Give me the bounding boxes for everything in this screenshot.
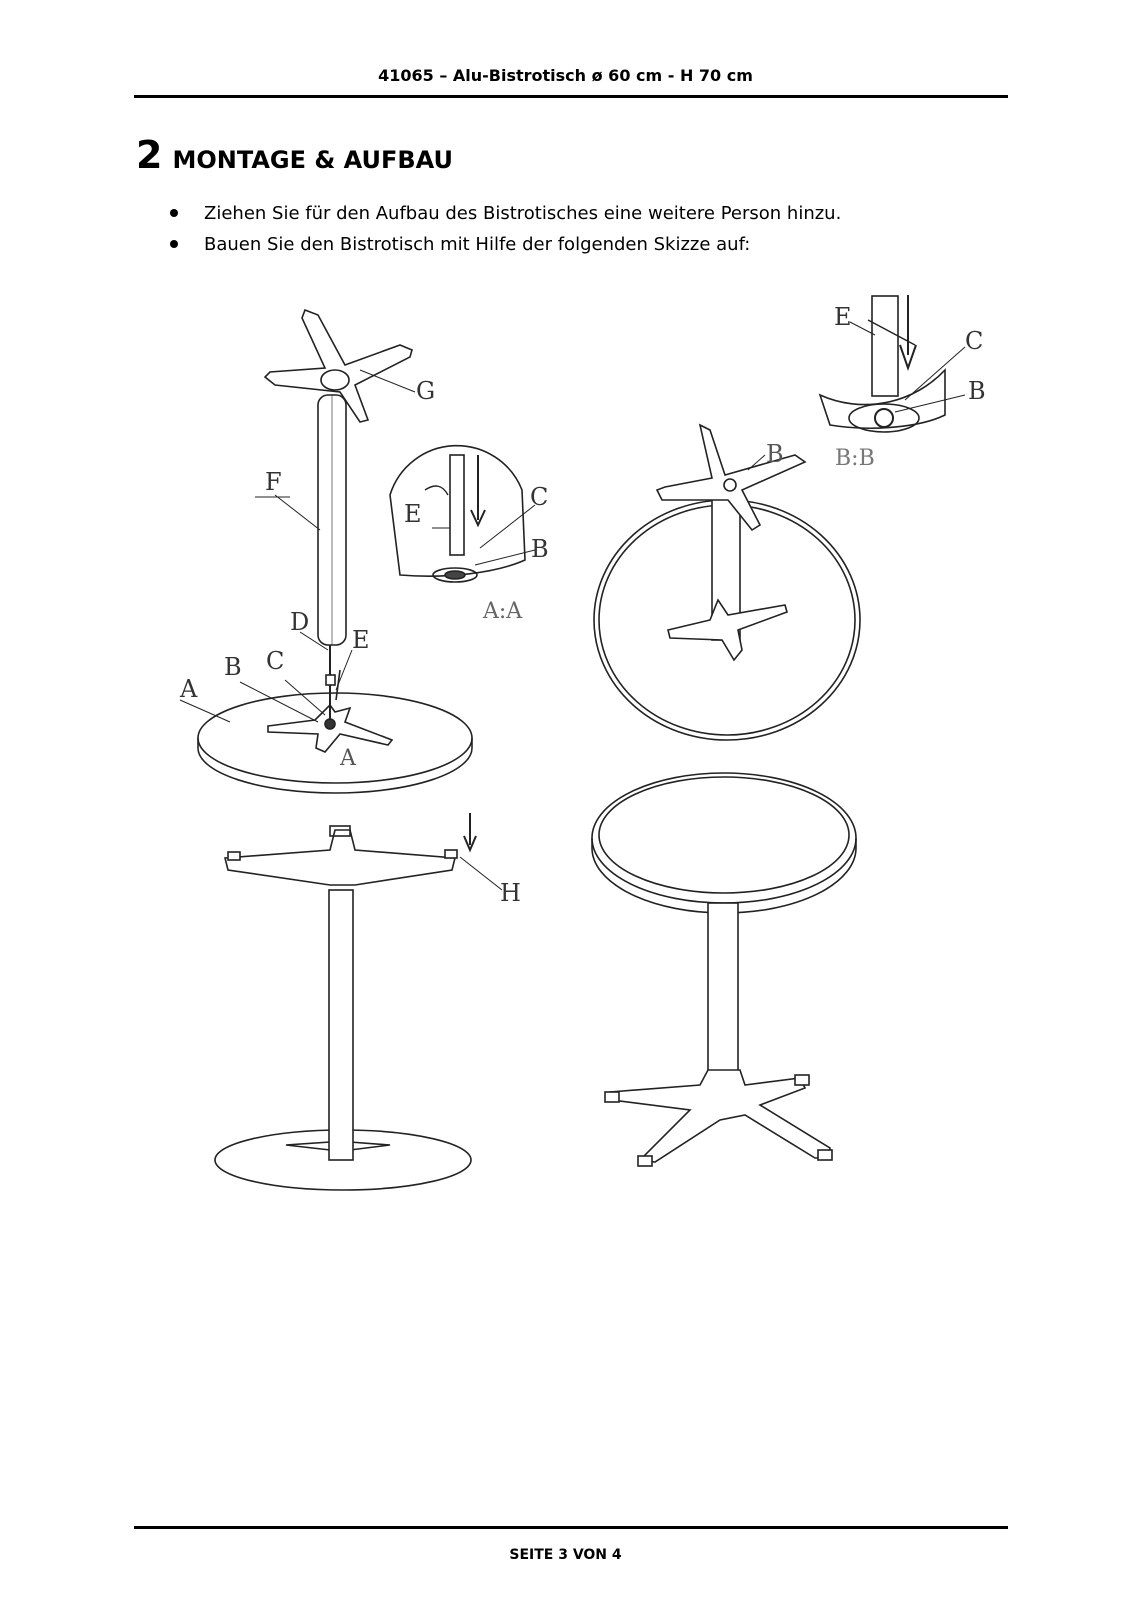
label-b: B [224, 653, 242, 681]
label-g: G [416, 377, 436, 405]
label-b-top-right: B [766, 440, 784, 468]
label-b-detail-aa: B [531, 535, 549, 563]
label-e-detail-aa: E [404, 500, 422, 528]
instruction-text: Ziehen Sie für den Aufbau des Bistrotisches eine weitere Person hinzu. [204, 203, 842, 224]
view-caption-bb: B:B [835, 446, 875, 471]
section-number: 2 [136, 133, 163, 177]
label-a-marker: A [340, 746, 356, 771]
instruction-text: Bauen Sie den Bistrotisch mit Hilfe der folgenden Skizze auf: [204, 234, 751, 255]
label-f: F [265, 468, 282, 496]
label-a: A [180, 675, 198, 703]
label-d: D [290, 608, 310, 636]
label-b-detail-bb: B [968, 377, 986, 405]
flipped-table-view [594, 425, 860, 740]
label-e: E [352, 626, 370, 654]
view-caption-aa: A:A [483, 599, 523, 624]
document-header-title: 41065 – Alu-Bistrotisch ø 60 cm - H 70 cm [378, 66, 753, 85]
page-number: SEITE 3 VON 4 [509, 1547, 622, 1563]
footer-rule [134, 1526, 1008, 1529]
finished-table-view [592, 773, 856, 1166]
section-title: MONTAGE & AUFBAU [172, 146, 453, 174]
label-c: C [266, 647, 285, 675]
label-e-detail-bb: E [834, 303, 852, 331]
label-c-detail-bb: C [965, 327, 984, 355]
label-c-detail-aa: C [530, 483, 549, 511]
label-h: H [500, 879, 521, 907]
foot-pad-view [215, 813, 502, 1190]
